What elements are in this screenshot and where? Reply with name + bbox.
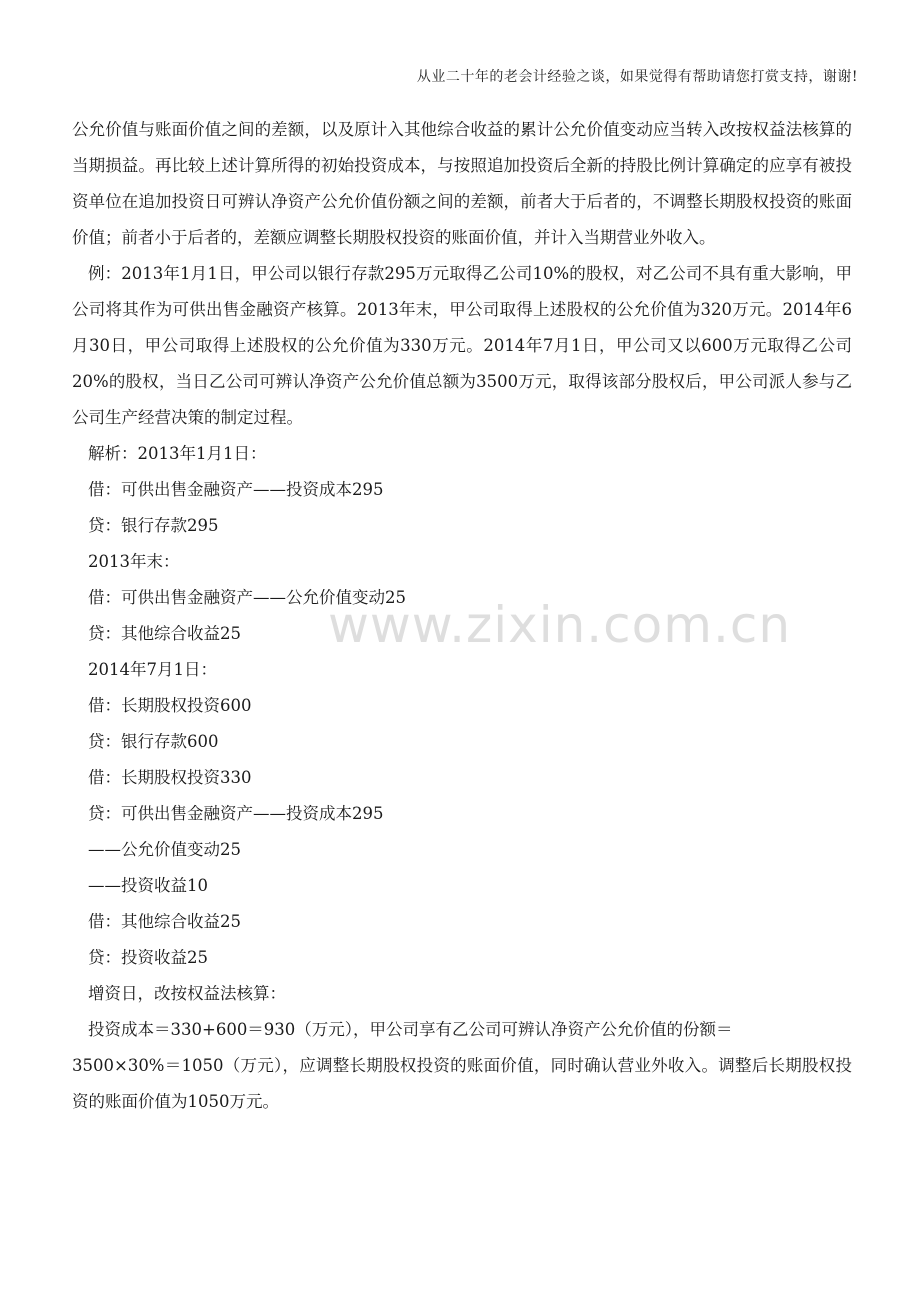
watermark: www.zixin.com.cn	[328, 596, 792, 654]
entry-line: 借：长期股权投资330	[88, 768, 252, 787]
entry-line: 贷：银行存款600	[88, 732, 219, 751]
document-body	[72, 112, 852, 1120]
entry-line: 借：长期股权投资600	[88, 696, 252, 715]
conclusion-line-1: 投资成本＝330+600＝930（万元），甲公司享有乙公司可辨认净资产公允价值的份额＝	[88, 1020, 733, 1039]
entry-line: ——投资收益10	[88, 876, 208, 895]
entry-line: 借：可供出售金融资产——公允价值变动25	[88, 588, 406, 607]
intro-paragraph: 公允价值与账面价值之间的差额，以及原计入其他综合收益的累计公允价值变动应当转入改按权益法核算的当期损益。再比较上述计算所得的初始投资成本，与按照追加投资后全新的持股比例计算确定的应享有被投资单位在追加投资日可辨认净资产公允价值份额之间的差额，前者大于后者的，不调整长期股权投资的账面价值；前者小于后者的，差额应调整长期股权投资的账面价值，并计入当期营业外收入。	[72, 120, 852, 247]
entry-line: 贷：投资收益25	[88, 948, 208, 967]
entry-line: 2014年7月1日：	[88, 660, 217, 679]
entry-line: 解析：2013年1月1日：	[88, 444, 267, 463]
example-paragraph: 例：2013年1月1日，甲公司以银行存款295万元取得乙公司10%的股权，对乙公司不具有重大影响，甲公司将其作为可供出售金融资产核算。2013年末，甲公司取得上述股权的公允价值为320万元。2014年6月30日，甲公司取得上述股权的公允价值为330万元。2014年7月1日，甲公司又以600万元取得乙公司20%的股权，当日乙公司可辨认净资产公允价值总额为3500万元，取得该部分股权后，甲公司派人参与乙公司生产经营决策的制定过程。	[72, 264, 852, 427]
entry-line: ——公允价值变动25	[88, 840, 241, 859]
entry-line: 贷：银行存款295	[88, 516, 219, 535]
entry-line: 贷：可供出售金融资产——投资成本295	[88, 804, 384, 823]
entry-line: 2013年末：	[88, 552, 180, 571]
entry-line: 借：可供出售金融资产——投资成本295	[88, 480, 384, 499]
entry-line: 借：其他综合收益25	[88, 912, 241, 931]
entry-line: 增资日，改按权益法核算：	[88, 984, 286, 1003]
conclusion-line-2: 3500×30%＝1050（万元），应调整长期股权投资的账面价值，同时确认营业外收入。调整后长期股权投资的账面价值为1050万元。	[72, 1056, 852, 1111]
header-note: 从业二十年的老会计经验之谈，如果觉得有帮助请您打赏支持，谢谢!	[416, 69, 858, 85]
entry-line: 贷：其他综合收益25	[88, 624, 241, 643]
